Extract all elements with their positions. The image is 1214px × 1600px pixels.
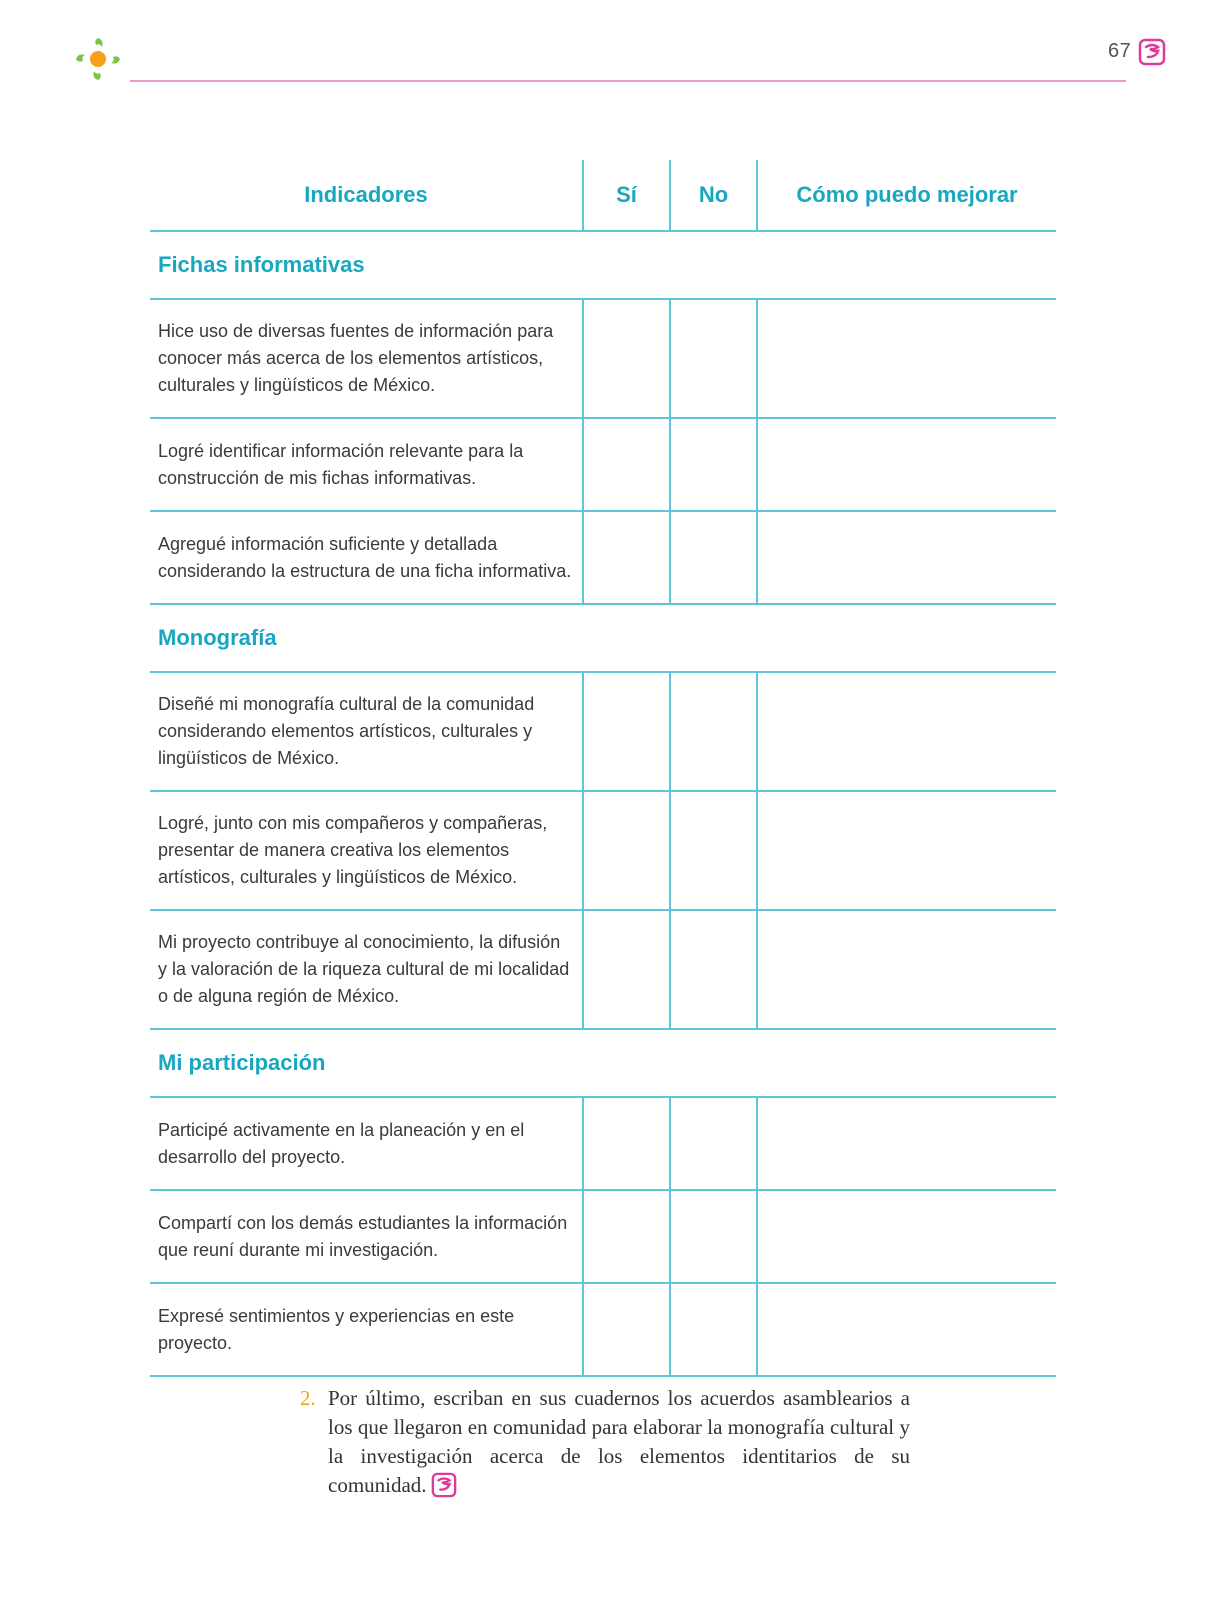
header-yes: Sí bbox=[583, 160, 670, 231]
improve-cell[interactable] bbox=[757, 910, 1056, 1029]
indicator-text: Agregué información suficiente y detallada considerando la estructura de una ficha informativa. bbox=[150, 511, 583, 604]
improve-cell[interactable] bbox=[757, 418, 1056, 511]
no-cell[interactable] bbox=[670, 418, 757, 511]
header-improve: Cómo puedo mejorar bbox=[757, 160, 1056, 231]
indicator-text: Mi proyecto contribuye al conocimiento, la difusión y la valoración de la riqueza cultural de mi localidad o de alguna región de México. bbox=[150, 910, 583, 1029]
improve-cell[interactable] bbox=[757, 791, 1056, 910]
yes-cell[interactable] bbox=[583, 791, 670, 910]
yes-cell[interactable] bbox=[583, 1097, 670, 1190]
header-no: No bbox=[670, 160, 757, 231]
instruction-number: 2. bbox=[300, 1386, 316, 1410]
yes-cell[interactable] bbox=[583, 299, 670, 418]
section-title: Mi participación bbox=[150, 1029, 1056, 1097]
yes-cell[interactable] bbox=[583, 1190, 670, 1283]
section-title: Monografía bbox=[150, 604, 1056, 672]
no-cell[interactable] bbox=[670, 511, 757, 604]
section-row bbox=[150, 1029, 1056, 1097]
yes-cell[interactable] bbox=[583, 511, 670, 604]
improve-cell[interactable] bbox=[757, 1097, 1056, 1190]
page-number: 67 bbox=[1108, 40, 1132, 62]
no-cell[interactable] bbox=[670, 910, 757, 1029]
instruction-paragraph bbox=[300, 1384, 910, 1500]
header-indicators: Indicadores bbox=[150, 160, 583, 231]
yes-cell[interactable] bbox=[583, 418, 670, 511]
improve-cell[interactable] bbox=[757, 1190, 1056, 1283]
improve-cell[interactable] bbox=[757, 511, 1056, 604]
no-cell[interactable] bbox=[670, 299, 757, 418]
evaluation-table bbox=[150, 160, 1056, 1377]
pink-glyph-icon bbox=[431, 1472, 457, 1498]
table-row bbox=[150, 299, 1056, 418]
no-cell[interactable] bbox=[670, 791, 757, 910]
table-row bbox=[150, 1283, 1056, 1376]
no-cell[interactable] bbox=[670, 1283, 757, 1376]
indicator-text: Logré identificar información relevante para la construcción de mis fichas informativas. bbox=[150, 418, 583, 511]
no-cell[interactable] bbox=[670, 1097, 757, 1190]
header-rule bbox=[130, 80, 1126, 82]
section-row bbox=[150, 231, 1056, 299]
yes-cell[interactable] bbox=[583, 672, 670, 791]
section-row bbox=[150, 604, 1056, 672]
table-row bbox=[150, 791, 1056, 910]
table-row bbox=[150, 1190, 1056, 1283]
no-cell[interactable] bbox=[670, 672, 757, 791]
section-title: Fichas informativas bbox=[150, 231, 1056, 299]
indicator-text: Compartí con los demás estudiantes la información que reuní durante mi investigación. bbox=[150, 1190, 583, 1283]
table-row bbox=[150, 1097, 1056, 1190]
table-header-row bbox=[150, 160, 1056, 231]
yes-cell[interactable] bbox=[583, 910, 670, 1029]
pink-glyph-icon bbox=[1138, 38, 1166, 66]
table-row bbox=[150, 672, 1056, 791]
yes-cell[interactable] bbox=[583, 1283, 670, 1376]
table-row bbox=[150, 511, 1056, 604]
flower-logo-icon bbox=[72, 34, 124, 84]
table-row bbox=[150, 910, 1056, 1029]
improve-cell[interactable] bbox=[757, 299, 1056, 418]
indicator-text: Hice uso de diversas fuentes de información para conocer más acerca de los elementos artísticos, culturales y lingüísticos de México. bbox=[150, 299, 583, 418]
indicator-text: Diseñé mi monografía cultural de la comunidad considerando elementos artísticos, culturales y lingüísticos de México. bbox=[150, 672, 583, 791]
indicator-text: Expresé sentimientos y experiencias en este proyecto. bbox=[150, 1283, 583, 1376]
indicator-text: Logré, junto con mis compañeros y compañeras, presentar de manera creativa los elementos artísticos, culturales y lingüísticos de México. bbox=[150, 791, 583, 910]
no-cell[interactable] bbox=[670, 1190, 757, 1283]
instruction-text: Por último, escriban en sus cuadernos los acuerdos asamblearios a los que llegaron en comunidad para elaborar la monografía cultural y la investigación acerca de los elementos identitarios de su comunidad. bbox=[328, 1386, 910, 1497]
indicator-text: Participé activamente en la planeación y en el desarrollo del proyecto. bbox=[150, 1097, 583, 1190]
improve-cell[interactable] bbox=[757, 1283, 1056, 1376]
improve-cell[interactable] bbox=[757, 672, 1056, 791]
table-row bbox=[150, 418, 1056, 511]
